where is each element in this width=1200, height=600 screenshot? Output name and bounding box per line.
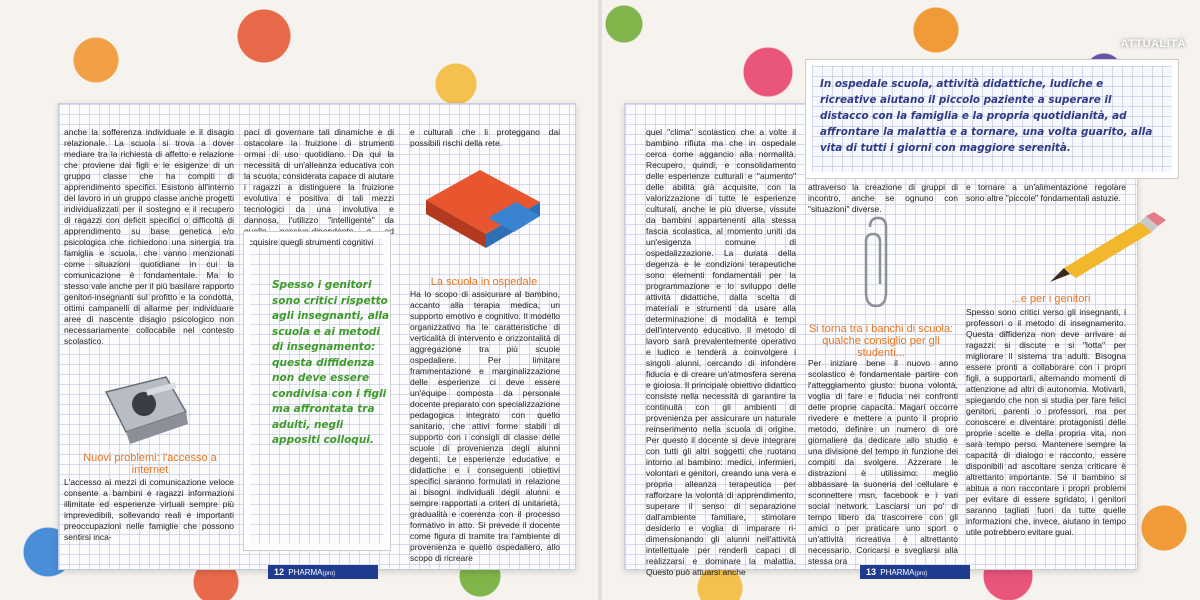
paperclip-icon — [858, 212, 898, 312]
left-quote-box — [244, 232, 390, 550]
left-col2-top: paci di governare tali dinamiche e di ostacolare la fruizione di strumenti ormai di uso quotidiano. Da qui la necessità di un'alleanza educativa con la scuola, considerata capace di aiutare i ragazzi a distinguere la fruizione evolutiva e positiva di tali mezzi tecnologici da una involutiva e dannosa, l'utilizzo "intelligente" da quello passivo-dipendente e ad acquisire quegli strumenti cognitivi — [244, 127, 394, 247]
right-col2-body: Per iniziare bene il nuovo anno scolastico è fondamentale partire con l'atteggiamento giusto: buona volontà, voglia di fare e fiducia nei confronti delle proprie capacità. Magari occorre rivedere e mettere a punto il proprio metodo, definire un numero di ore giornaliere da dedicare allo studio e una divisione del tempo in funzione dei compiti da svolgere. Azzerare le distrazioni è utilissimo: meglio abbassare la suoneria del cellulare e sconnettere msn, facebook e i vari social network. Lasciarsi un po' di tempo libero da trascorrere con gli amici o per praticare uno sport o un'attività ricreativa è altrettanto necessario. Coricarsi e svegliarsi alla stessa ora — [808, 358, 958, 566]
left-footer-sub: (pro) — [322, 571, 336, 577]
left-col3-top: e culturali che li proteggano dai possibili rischi della rete. — [410, 127, 560, 148]
page-spine — [598, 0, 602, 600]
right-col1: quel "clima" scolastico che a volte il bambino rifiuta ma che in ospedale cerca come aggancio alla normalità. Recupero, quindi, e consolidamento delle esperienze culturali e "aumento" delle abilità già acquisite, con la valorizzazione di tutte le esperienze culturali, anche le più diverse, vissute da bambini appartenenti alla stessa fascia scolastica, al momento uniti da un'esigenza comune di ospedalizzazione. La durata della degenza e le condizioni terapeutiche sono elementi fondamentali per la programmazione e lo sviluppo delle attività didattiche, dalla scelta di materiali e strumenti da usare alla determinazione di modalità e tempi dell'intervento educativo. Il metodo di lavoro sarà prevalentemente operativo e ludico e tenderà a coinvolgere i singoli alunni, cercando di infondere fiducia e di creare un'atmosfera serena e gioiosa. Il principale obiettivo didattico consiste nella necessità di garantire la continuità con gli ambienti di provenienza per assicurare un naturale reinserimento nella scuola di origine. Per questo il docente si deve integrare con tutti gli altri soggetti che ruotano intorno al bambino: medici, infermieri, volontari e genitori, creando una vera e propria alleanza terapeutica per rafforzare la volontà di apprendimento, superare il senso di separazione dall'ambiente familiare, stimolare desiderio e voglia di imparare ri-dimensionando gli alunni nell'attività intellettuale per renderli capaci di realizzarsi e dominare la malattia. Questo può attuarsi anche — [646, 127, 796, 577]
pencil-icon — [1040, 212, 1170, 292]
right-footer — [860, 565, 970, 579]
left-subhead-internet: Nuovi problemi: l'accesso a internet — [83, 452, 217, 476]
right-footer-brand: PHARMA — [880, 568, 915, 577]
left-page-number: 12 — [274, 567, 285, 577]
section-tag: ATTUALITÀ — [1120, 38, 1186, 50]
left-footer — [268, 565, 378, 579]
right-footer-sub: (pro) — [914, 571, 928, 577]
right-col3-top: e tornare a un'alimentazione regolare sono altre "piccole" fondamentali astuzie. — [966, 182, 1126, 203]
eraser-icon — [418, 162, 548, 252]
left-quote-text: Spesso i genitori sono critici rispetto agli insegnanti, alla scuola e ai metodi di insegnamento: questa diffidenza non deve essere condivisa con i figli ma affrontata tra adulti, negli appositi colloqui. — [272, 279, 390, 446]
left-col1-top: anche la sofferenza individuale e il disagio relazionale. La scuola si trova a dover mediare tra la richiesta di affetto e relazione che proviene dai figli e le esigenze di un gruppo classe che ha compiti di apprendimento specifici. Esistono all'interno del lavoro in un gruppo classe anche progetti individualizzati per il sostegno e il recupero di ragazzi con deficit specifici o difficoltà di apprendimento su base genetica e/o psicologica che richiedono una sinergia tra famiglia e scuola, che vanno menzionati come situazioni quotidiane in cui la comunicazione è fondamentale. Ma lo stesso vale anche per il più basilare rapporto genitori-insegnanti sul profitto e la condotta, ottimi campanelli di allarme per individuare aree di nascente disagio psicologico non necessariamente collocabile nel contesto scolastico. — [64, 127, 234, 346]
right-col3-body: Spesso sono critici verso gli insegnanti, i professori o il metodo di insegnamento. Questa diffidenza non deve arrivare ai ragazzi: si discute e si "lotta" per migliorare il sistema tra adulti. Bisogna essere pronti a collaborare con i propri figli, a supportarli, alternando momenti di attenzione ad altri di autonomia. Motivarli, spiegando che non si studia per fare felici genitori, parenti o professori, ma per conoscere e diventare protagonisti delle proprie scelte e della propria vita, non sarà tempo perso. Mantenere sempre la capacità di dialogo e racconto, essere disponibili ad ascoltare senza criticare è altrettanto importante. Se il bambino si abitua a non raccontare i propri problemi per evitare di essere sgridato, i genitori saranno tagliati fuori da tutte quelle informazioni che, invece, aiutano in tempo utile potrebbero evitare guai. — [966, 307, 1126, 537]
left-col1-bottom: L'accesso ai mezzi di comunicazione veloce consente a bambini e ragazzi informazioni illimitate ed esperienze virtuali sempre più imprevedibili, sollevando reali e importanti preoccupazioni nelle famiglie che possono sentirsi inca- — [64, 477, 234, 542]
right-subhead-genitori: ...e per i genitori — [1011, 293, 1091, 305]
left-footer-brand: PHARMA — [288, 568, 323, 577]
sharpener-icon — [86, 362, 206, 452]
right-subhead-studenti: Si torna tra i banchi di scuola: qualche consiglio per gli studenti... — [808, 323, 954, 359]
right-page-number: 13 — [866, 567, 877, 577]
headline-text: In ospedale scuola, attività didattiche, ludiche e ricreative aiutano il piccolo paziente a superare il distacco con la famiglia e la propria quotidianità, ad affrontare la malattia e a tornare, una volta guarito, alla vita di tutti i giorni con maggiore serenità. — [820, 78, 1153, 154]
headline-box — [806, 60, 1178, 178]
right-col2-top: attraverso la creazione di gruppi di incontro, anche se ognuno con "situazioni" diverse. — [808, 182, 958, 214]
left-subhead-ospedale: La scuola in ospedale — [430, 276, 538, 288]
left-col3-body: Ha lo scopo di assicurare al bambino, accanto alla terapia medica, un supporto emotivo e cognitivo. Il modello organizzativo ha le caratteristiche di verticalità di intervento e orizzontalità di aggregazione tra più scuole ospedaliere. Per limitare frammentazione e marginalizzazione delle esperienze ci deve essere un'équipe composta da personale docente preparato con specializzazione pedagogica integrato con quello sanitario, che attivi forme stabili di supporto con i consigli di classe delle scuole di provenienza degli alunni degenti. Le esperienze educative e didattiche e i conseguenti obiettivi specifici saranno formulati in relazione ai bisogni individuali degli alunni e sempre rapportati a criteri di unitarietà, gradualità e coerenza con il processo formativo in atto. Si prevede il docente come figura di tramite tra l'ambiente di provenienza e quello ospedaliero, allo scopo di ricreare — [410, 289, 560, 563]
